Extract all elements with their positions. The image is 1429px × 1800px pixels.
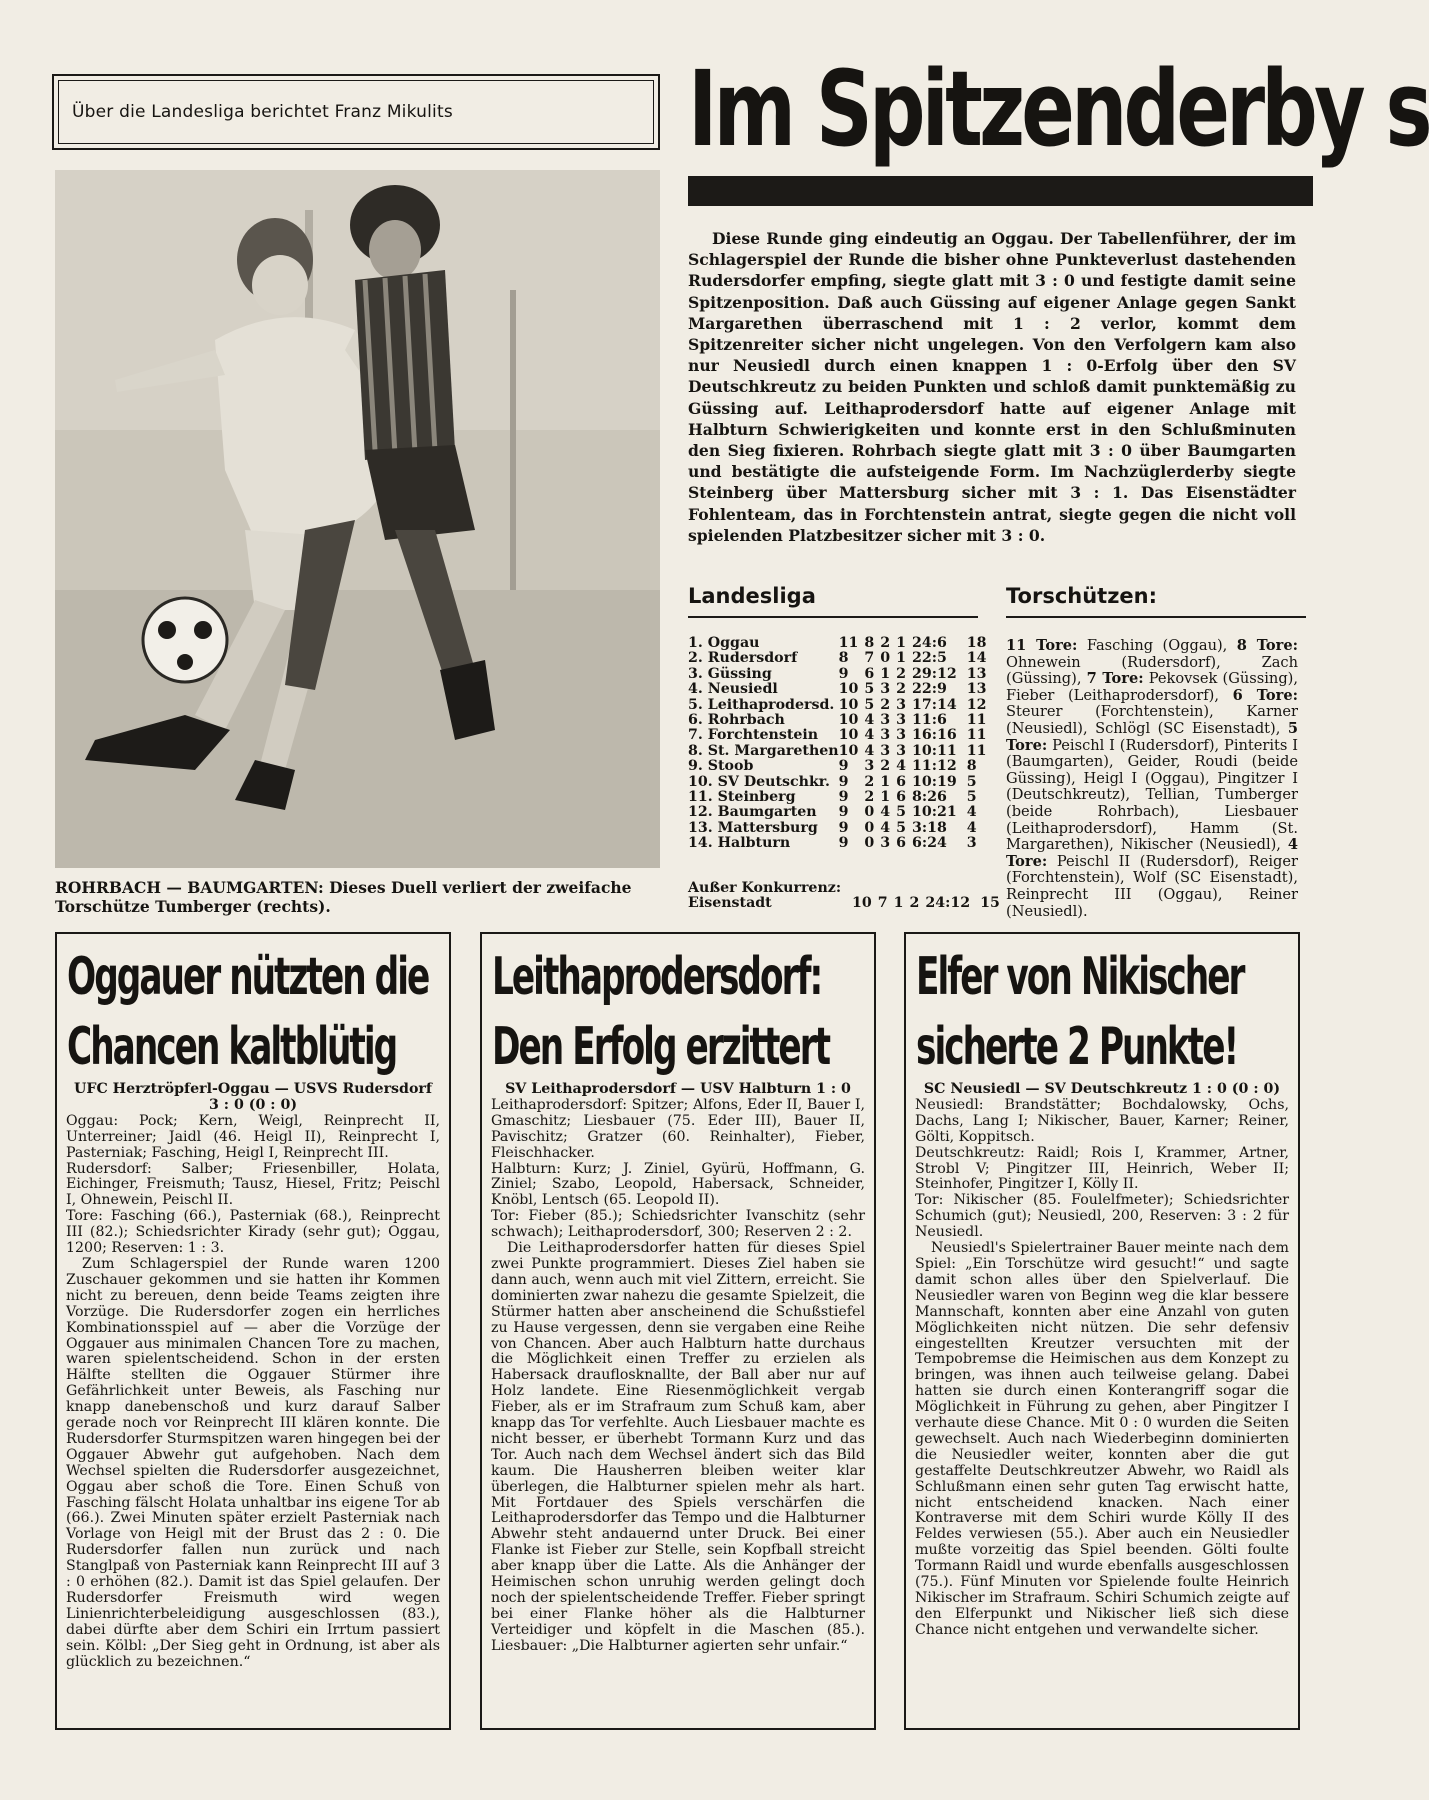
lineup-away: Halbturn: Kurz; J. Ziniel, Gyürü, Hoffmann, G. Ziniel; Szabo, Leopold, Habersack, Schneider, Knöbl, Lentsch (65. Leopold II). (491, 1160, 865, 1209)
standings-row (688, 713, 992, 728)
standings-lost: 1 (896, 635, 906, 651)
standings-lost: 1 (896, 650, 906, 667)
scorers-goal-count: 6 Tore: (1232, 686, 1299, 704)
standings-played: 11 (838, 635, 859, 651)
standings-lost: 5 (896, 819, 906, 836)
standings-drawn: 1 (880, 665, 891, 682)
scorers-title: Torschützen: (1006, 584, 1158, 608)
standings-points: 13 (966, 681, 987, 698)
standings-points: 3 (966, 835, 977, 852)
intro-article (688, 228, 1296, 546)
standings-won: 3 (864, 758, 875, 775)
standings-played: 10 (838, 696, 859, 713)
standings-won: 5 (864, 681, 875, 698)
standings-drawn: 2 (880, 696, 891, 713)
match-score: 3 : 0 (0 : 0) (208, 1096, 298, 1113)
standings-goals: 10:11 (912, 742, 957, 759)
standings-points: 8 (966, 758, 977, 775)
standings-goals: 29:12 (912, 665, 957, 682)
scorers-goal-count: 11 Tore: (1006, 637, 1078, 654)
standings-won: 4 (864, 712, 875, 729)
standings-points: 11 (966, 712, 987, 729)
lineup-home: Neusiedl: Brandstätter; Bochdalowsky, Ochs, Dachs, Lang I; Nikischer, Bauer, Karner; Reiner, Gölti, Koppitsch. (915, 1096, 1289, 1145)
article-body (57, 1082, 449, 1671)
standings-points: 11 (966, 742, 987, 759)
standings-row (688, 821, 992, 836)
match-line: SC Neusiedl — SV Deutschkreutz 1 : 0 (0 : 0) (923, 1081, 1281, 1097)
standings-table (688, 636, 992, 852)
standings-row (688, 836, 992, 851)
match-facts: Tore: Fasching (66.), Pasterniak (68.), Reinprecht III (82.); Schiedsrichter Kirady (sehr gut); Oggau, 1200; Reserven: 1 : 3. (66, 1208, 440, 1257)
article-headline: Leithaprodersdorf: Den Erfolg erzittert (492, 947, 830, 1077)
standings-points: 13 (966, 665, 987, 682)
standings-team: 8. St. Margarethen (688, 742, 839, 759)
standings-drawn: 0 (880, 650, 891, 667)
article-body (482, 1082, 874, 1655)
standings-lost: 6 (896, 835, 906, 852)
standings-lost: 5 (896, 804, 906, 821)
standings-lost: 2 (896, 665, 906, 682)
standings-played: 9 (838, 789, 849, 806)
standings-lost: 3 (896, 742, 906, 759)
standings-lost: 6 (896, 773, 906, 790)
lineup-home: Leithaprodersdorf: Spitzer; Alfons, Eder II, Bauer I, Gmaschitz; Liesbauer (75. Eder III), Bauer II, Pavischitz; Gratzer (60. Reinhalter), Fieber, Fleischhacker. (491, 1096, 865, 1161)
standings-won: 0 (864, 804, 875, 821)
scorers-names: Peischl II (Rudersdorf), Reiger (Forchtenstein), Wolf (SC Eisenstadt), Reinprecht III (Oggau), Reiner (Neusiedl). (1006, 852, 1298, 920)
standings-won: 2 (864, 773, 875, 790)
standings-team: 10. SV Deutschkr. (688, 773, 830, 790)
standings-goals: 10:21 (912, 804, 957, 821)
standings-row (688, 744, 992, 759)
standings-lost: 3 (896, 696, 906, 713)
standings-drawn: 3 (880, 835, 891, 852)
standings-points: 4 (966, 804, 977, 821)
scorers-goal-count: 8 Tore: (1236, 637, 1299, 654)
standings-won: 5 (864, 696, 875, 713)
photo-caption: ROHRBACH — BAUMGARTEN: Dieses Duell verliert der zweifache Torschütze Tumberger (rechts). (55, 878, 632, 916)
standings-played: 10 (838, 742, 859, 759)
standings-row (688, 698, 992, 713)
lineup-home: Oggau: Pock; Kern, Weigl, Reinprecht II, Unterreiner; Jaidl (46. Heigl II), Reinprecht I, Pasterniak; Fasching, Heigl I, Reinprecht III. (66, 1112, 440, 1161)
standings-played: 9 (838, 665, 849, 682)
extra-team: Eisenstadt (688, 895, 772, 911)
standings-drawn: 3 (880, 712, 891, 729)
standings-rule (688, 616, 978, 618)
intro-paragraph: Diese Runde ging eindeutig an Oggau. Der Tabellenführer, der im Schlagerspiel der Runde die bisher ohne Punkteverlust dastehenden Rudersdorfer empfing, siegte glatt mit 3 : 0 und festigte damit seine Spitzenposition. Daß auch Güssing auf eigener Anlage gegen Sankt Margarethen überraschend mit 1 : 2 verlor, kommt dem Spitzenreiter sicher nicht ungelegen. Von den Verfolgern kam also nur Neusiedl durch einen knappen 1 : 0-Erfolg über den SV Deutschkreutz zu beiden Punkten und schloß damit punktemäßig zu Güssing auf. Leithaprodersdorf hatte auf eigener Anlage mit Halbturn Schwierigkeiten und konnte erst in den Schlußminuten den Sieg fixieren. Rohrbach siegte glatt mit 3 : 0 über Baumgarten und bestätigte die aufsteigende Form. Im Nachzüglerderby siegte Steinberg über Mattersburg sicher mit 3 : 1. Das Eisenstädter Fohlenteam, das in Forchtenstein antrat, siegte gegen die nicht voll spielenden Platzbesitzer sicher mit 3 : 0. (688, 229, 1296, 545)
byline-box (52, 74, 660, 150)
standings-row (688, 728, 992, 743)
standings-row (688, 775, 992, 790)
article-neusiedl (904, 932, 1300, 1730)
extra-table-wrap (688, 896, 1006, 911)
standings-drawn: 3 (880, 681, 891, 698)
standings-team: 6. Rohrbach (688, 712, 785, 729)
standings-points: 5 (966, 789, 977, 806)
standings-played: 9 (838, 773, 849, 790)
standings-drawn: 4 (880, 804, 891, 821)
standings-lost: 3 (896, 712, 906, 729)
standings-row (688, 651, 992, 666)
standings-won: 2 (864, 789, 875, 806)
article-oggau (55, 932, 451, 1730)
standings-row (688, 667, 992, 682)
standings-won: 7 (864, 650, 875, 667)
standings-team: 4. Neusiedl (688, 681, 778, 698)
match-facts: Tor: Fieber (85.); Schiedsrichter Ivanschitz (sehr schwach); Leithaprodersdorf, 300; Reserven 2 : 2. (491, 1208, 865, 1241)
standings-drawn: 3 (880, 727, 891, 744)
standings-played: 9 (838, 835, 849, 852)
standings-won: 4 (864, 742, 875, 759)
scorers-names: Peischl I (Rudersdorf), Pinterits I (Baumgarten), Geider, Roudi (beide Güssing), Heigl I (Oggau), Pingitzer I (Deutschkreutz), Tellian, Tumberger (beide Rohrbach), Liesbauer (Leithaprodersdorf), Hamm (St. Margarethen), Nikischer (Neusiedl), (1006, 736, 1298, 854)
standings-team: 11. Steinberg (688, 789, 796, 806)
standings-points: 12 (966, 696, 987, 713)
standings-lost: 4 (896, 758, 906, 775)
main-headline: Im Spitzenderby s (688, 48, 1429, 170)
extra-goals: 24:12 (925, 895, 971, 911)
lineup-away: Rudersdorf: Salber; Friesenbiller, Holata, Eichinger, Freismuth; Tausz, Hiesel, Fritz; Peischl I, Ohnewein, Peischl II. (66, 1160, 440, 1209)
standings-drawn: 2 (880, 758, 891, 775)
scorers-names: Steurer (Forchtenstein), Karner (Neusiedl), Schlögl (SC Eisenstadt), (1006, 703, 1298, 737)
standings-row (688, 636, 992, 651)
standings-won: 0 (864, 835, 875, 852)
standings-goals: 11:12 (912, 758, 957, 775)
standings-drawn: 4 (880, 819, 891, 836)
standings-team: 13. Mattersburg (688, 819, 818, 836)
standings-team: 2. Rudersdorf (688, 650, 798, 667)
standings-goals: 24:6 (912, 635, 947, 651)
football-players-image (55, 170, 660, 868)
standings-played: 8 (838, 650, 849, 667)
standings-goals: 16:16 (912, 727, 957, 744)
match-photo (55, 170, 660, 868)
standings-team: 3. Güssing (688, 665, 772, 682)
article-leithaprodersdorf (480, 932, 876, 1730)
match-report: Zum Schlagerspiel der Runde waren 1200 Zuschauer gekommen und sie hatten ihr Kommen nicht zu bereuen, denn beide Teams zeigten ihre Vorzüge. Die Rudersdorfer zogen ein herrliches Kombinationsspiel auf — aber die Vorzüge der Oggauer aus minimalen Chancen Tore zu machen, waren spielentscheidend. Schon in der ersten Hälfte stellten die Oggauer Stürmer ihre Gefährlichkeit unter Beweis, als Fasching nur knapp danebenschoß und kurz darauf Salber gerade noch vor Reinprecht III klären konnte. Die Rudersdorfer Sturmspitzen waren hingegen bei der Oggauer Abwehr gut aufgehoben. Nach dem Wechsel spielten die Rudersdorfer ausgezeichnet, Oggau aber schoß die Tore. Einen Schuß von Fasching fälscht Holata unhaltbar ins eigene Tor ab (66.). Zwei Minuten später erzielt Pasterniak nach Vorlage von Heigl mit der Brust das 2 : 0. Die Rudersdorfer fallen nun zurück und nach Stanglpaß von Pasterniak kann Reinprecht III auf 3 : 0 erhöhen (82.). Damit ist das Spiel gelaufen. Der Rudersdorfer Freismuth wird wegen Linienrichterbeleidigung ausgeschlossen (83.), dabei dürfte aber dem Schiri ein Irrtum passiert sein. Kölbl: „Der Sieg geht in Ordnung, ist aber als glücklich zu bezeichnen.“ (66, 1255, 440, 1670)
standings-played: 10 (838, 712, 859, 729)
article-headline: Oggauer nützten die Chancen kaltblütig (67, 947, 429, 1077)
extra-played: 10 (852, 895, 872, 911)
standings-won: 8 (864, 635, 875, 651)
extra-label: Außer Konkurrenz: (688, 880, 842, 896)
standings-goals: 3:18 (912, 819, 947, 836)
scorers-goal-count: 7 Tore: (1086, 670, 1144, 688)
standings-points: 18 (966, 635, 987, 651)
standings-team: 14. Halbturn (688, 835, 791, 852)
scorers-list (1006, 638, 1298, 920)
standings-team: 12. Baumgarten (688, 804, 817, 821)
standings-team: 9. Stoob (688, 758, 754, 775)
extra-lost: 2 (909, 895, 920, 911)
standings-team: 7. Forchtenstein (688, 727, 819, 744)
standings-points: 11 (966, 727, 987, 744)
standings-goals: 10:19 (912, 773, 957, 790)
standings-goals: 6:24 (912, 835, 947, 852)
standings-row (688, 805, 992, 820)
scorers-names: Pekovsek (Güssing), Fieber (Leithaprodersdorf), (1006, 670, 1299, 704)
match-line: UFC Herztröpferl-Oggau — USVS Rudersdorf (74, 1081, 432, 1097)
standings-title: Landesliga (688, 584, 816, 608)
standings-played: 9 (838, 819, 849, 836)
extra-won: 7 (877, 895, 888, 911)
standings-table-wrap (688, 636, 988, 852)
match-facts: Tor: Nikischer (85. Foulelfmeter); Schiedsrichter Schumich (gut); Neusiedl, 200, Reserven: 3 : 2 für Neusiedl. (915, 1192, 1289, 1241)
byline: Über die Landesliga berichtet Franz Mikulits (72, 102, 453, 122)
standings-won: 4 (864, 727, 875, 744)
standings-played: 9 (838, 804, 849, 821)
standings-lost: 3 (896, 727, 906, 744)
extra-table (688, 896, 1006, 911)
scorers-names: Fasching (Oggau), (1077, 637, 1237, 654)
match-report: Neusiedl's Spielertrainer Bauer meinte nach dem Spiel: „Ein Torschütze wird gesucht!“ und sagte damit schon alles über den Spielverlauf. Die Neusiedler waren von Beginn weg die klar bessere Mannschaft, konnten aber eine Anzahl von guten Möglichkeiten nicht nützen. Die sehr defensiv eingestellten Kreutzer versuchten mit der Tempobremse die Heimischen aus dem Konzept zu bringen, was ihnen auch teilweise gelang. Dabei hatten sie durch einen Konterangriff sogar die Möglichkeit in Führung zu gehen, aber Pingitzer I verhaute diese Chance. Mit 0 : 0 wurden die Seiten gewechselt. Auch nach Wiederbeginn dominierten die Neusiedler weiter, konnten aber die gut gestaffelte Deutschkreutzer Abwehr, wo Raidl als Schlußmann einen sehr guten Tag erwischt hatte, nicht entscheidend knacken. Nach einer Kontraverse mit dem Schiri wurde Kölly II des Feldes verwiesen (55.). Aber auch ein Neusiedler mußte vorzeitig das Spiel beenden. Gölti foulte Tormann Raidl und wurde ebenfalls ausgeschlossen (75.). Fünf Minuten vor Spielende foulte Heinrich Nikischer im Strafraum. Schiri Schumich zeigte auf den Elferpunkt und Nikischer ließ sich diese Chance nicht entgehen und verwandelte sicher. (915, 1240, 1289, 1638)
headline-rule (688, 176, 1313, 206)
scorers-goal-count: 4 Tore: (1006, 836, 1298, 870)
standings-points: 14 (966, 650, 987, 667)
scorers-names: Ohnewein (Rudersdorf), Zach (Güssing), (1006, 653, 1298, 688)
standings-points: 5 (966, 773, 977, 790)
match-line: SV Leithaprodersdorf — USV Halbturn 1 : 0 (505, 1081, 851, 1097)
lineup-away: Deutschkreutz: Raidl; Rois I, Krammer, Artner, Strobl V; Pingitzer III, Heinrich, Weber II; Steinhofer, Pingitzer I, Kölly II. (915, 1144, 1289, 1193)
standings-team: 1. Oggau (688, 635, 760, 651)
standings-drawn: 1 (880, 773, 891, 790)
scorers-goal-count: 5 Tore: (1006, 719, 1298, 754)
standings-goals: 8:26 (912, 789, 947, 806)
article-body (906, 1082, 1298, 1639)
standings-played: 10 (838, 727, 859, 744)
standings-drawn: 2 (880, 635, 891, 651)
standings-lost: 2 (896, 681, 906, 698)
extra-points: 15 (980, 895, 1000, 911)
standings-lost: 6 (896, 789, 906, 806)
standings-goals: 22:5 (912, 650, 947, 667)
standings-row (688, 759, 992, 774)
standings-drawn: 3 (880, 742, 891, 759)
standings-played: 9 (838, 758, 849, 775)
standings-goals: 11:6 (912, 712, 947, 729)
extra-row (688, 896, 1006, 911)
standings-goals: 22:9 (912, 681, 947, 698)
standings-points: 4 (966, 819, 977, 836)
scorers-rule (1006, 616, 1306, 618)
standings-row (688, 682, 992, 697)
standings-won: 6 (864, 665, 875, 682)
standings-won: 0 (864, 819, 875, 836)
standings-row (688, 790, 992, 805)
standings-team: 5. Leithaprodersd. (688, 696, 835, 713)
standings-goals: 17:14 (912, 696, 957, 713)
article-headline: Elfer von Nikischer sicherte 2 Punkte! (916, 947, 1244, 1077)
standings-drawn: 1 (880, 789, 891, 806)
extra-drawn: 1 (893, 895, 904, 911)
standings-played: 10 (838, 681, 859, 698)
match-report: Die Leithaprodersdorfer hatten für dieses Spiel zwei Punkte programmiert. Dieses Ziel haben sie dann auch, wenn auch mit viel Zittern, erreicht. Sie dominierten zwar nahezu die gesamte Spielzeit, die Stürmer hatten aber anscheinend die Schußstiefel zu Hause vergessen, denn sie vergaben eine Reihe von Chancen. Aber auch Halbturn hatte durchaus die Möglichkeit einen Treffer zu erzielen als Habersack drauflosknallte, der Ball aber nur auf Holz landete. Eine Riesenmöglichkeit vergab Fieber, als er im Strafraum zum Schuß kam, aber knapp das Tor verfehlte. Auch Liesbauer machte es nicht besser, er überhebt Tormann Kurz und das Tor. Auch nach dem Wechsel ändert sich das Bild kaum. Die Hausherren bleiben weiter klar überlegen, die Halbturner spielen mehr als hart. Mit Fortdauer des Spiels verschärfen die Leithaprodersdorfer das Tempo und die Halbturner Abwehr steht andauernd unter Druck. Bei einer Flanke ist Fieber zur Stelle, sein Kopfball streicht aber knapp über die Latte. Als die Anhänger der Heimischen schon unruhig werden gelingt doch noch der spielentscheidende Treffer. Fieber springt bei einer Flanke höher als die Halbturner Verteidiger und köpfelt in die Maschen (85.). Liesbauer: „Die Halbturner agierten sehr unfair.“ (491, 1240, 865, 1654)
